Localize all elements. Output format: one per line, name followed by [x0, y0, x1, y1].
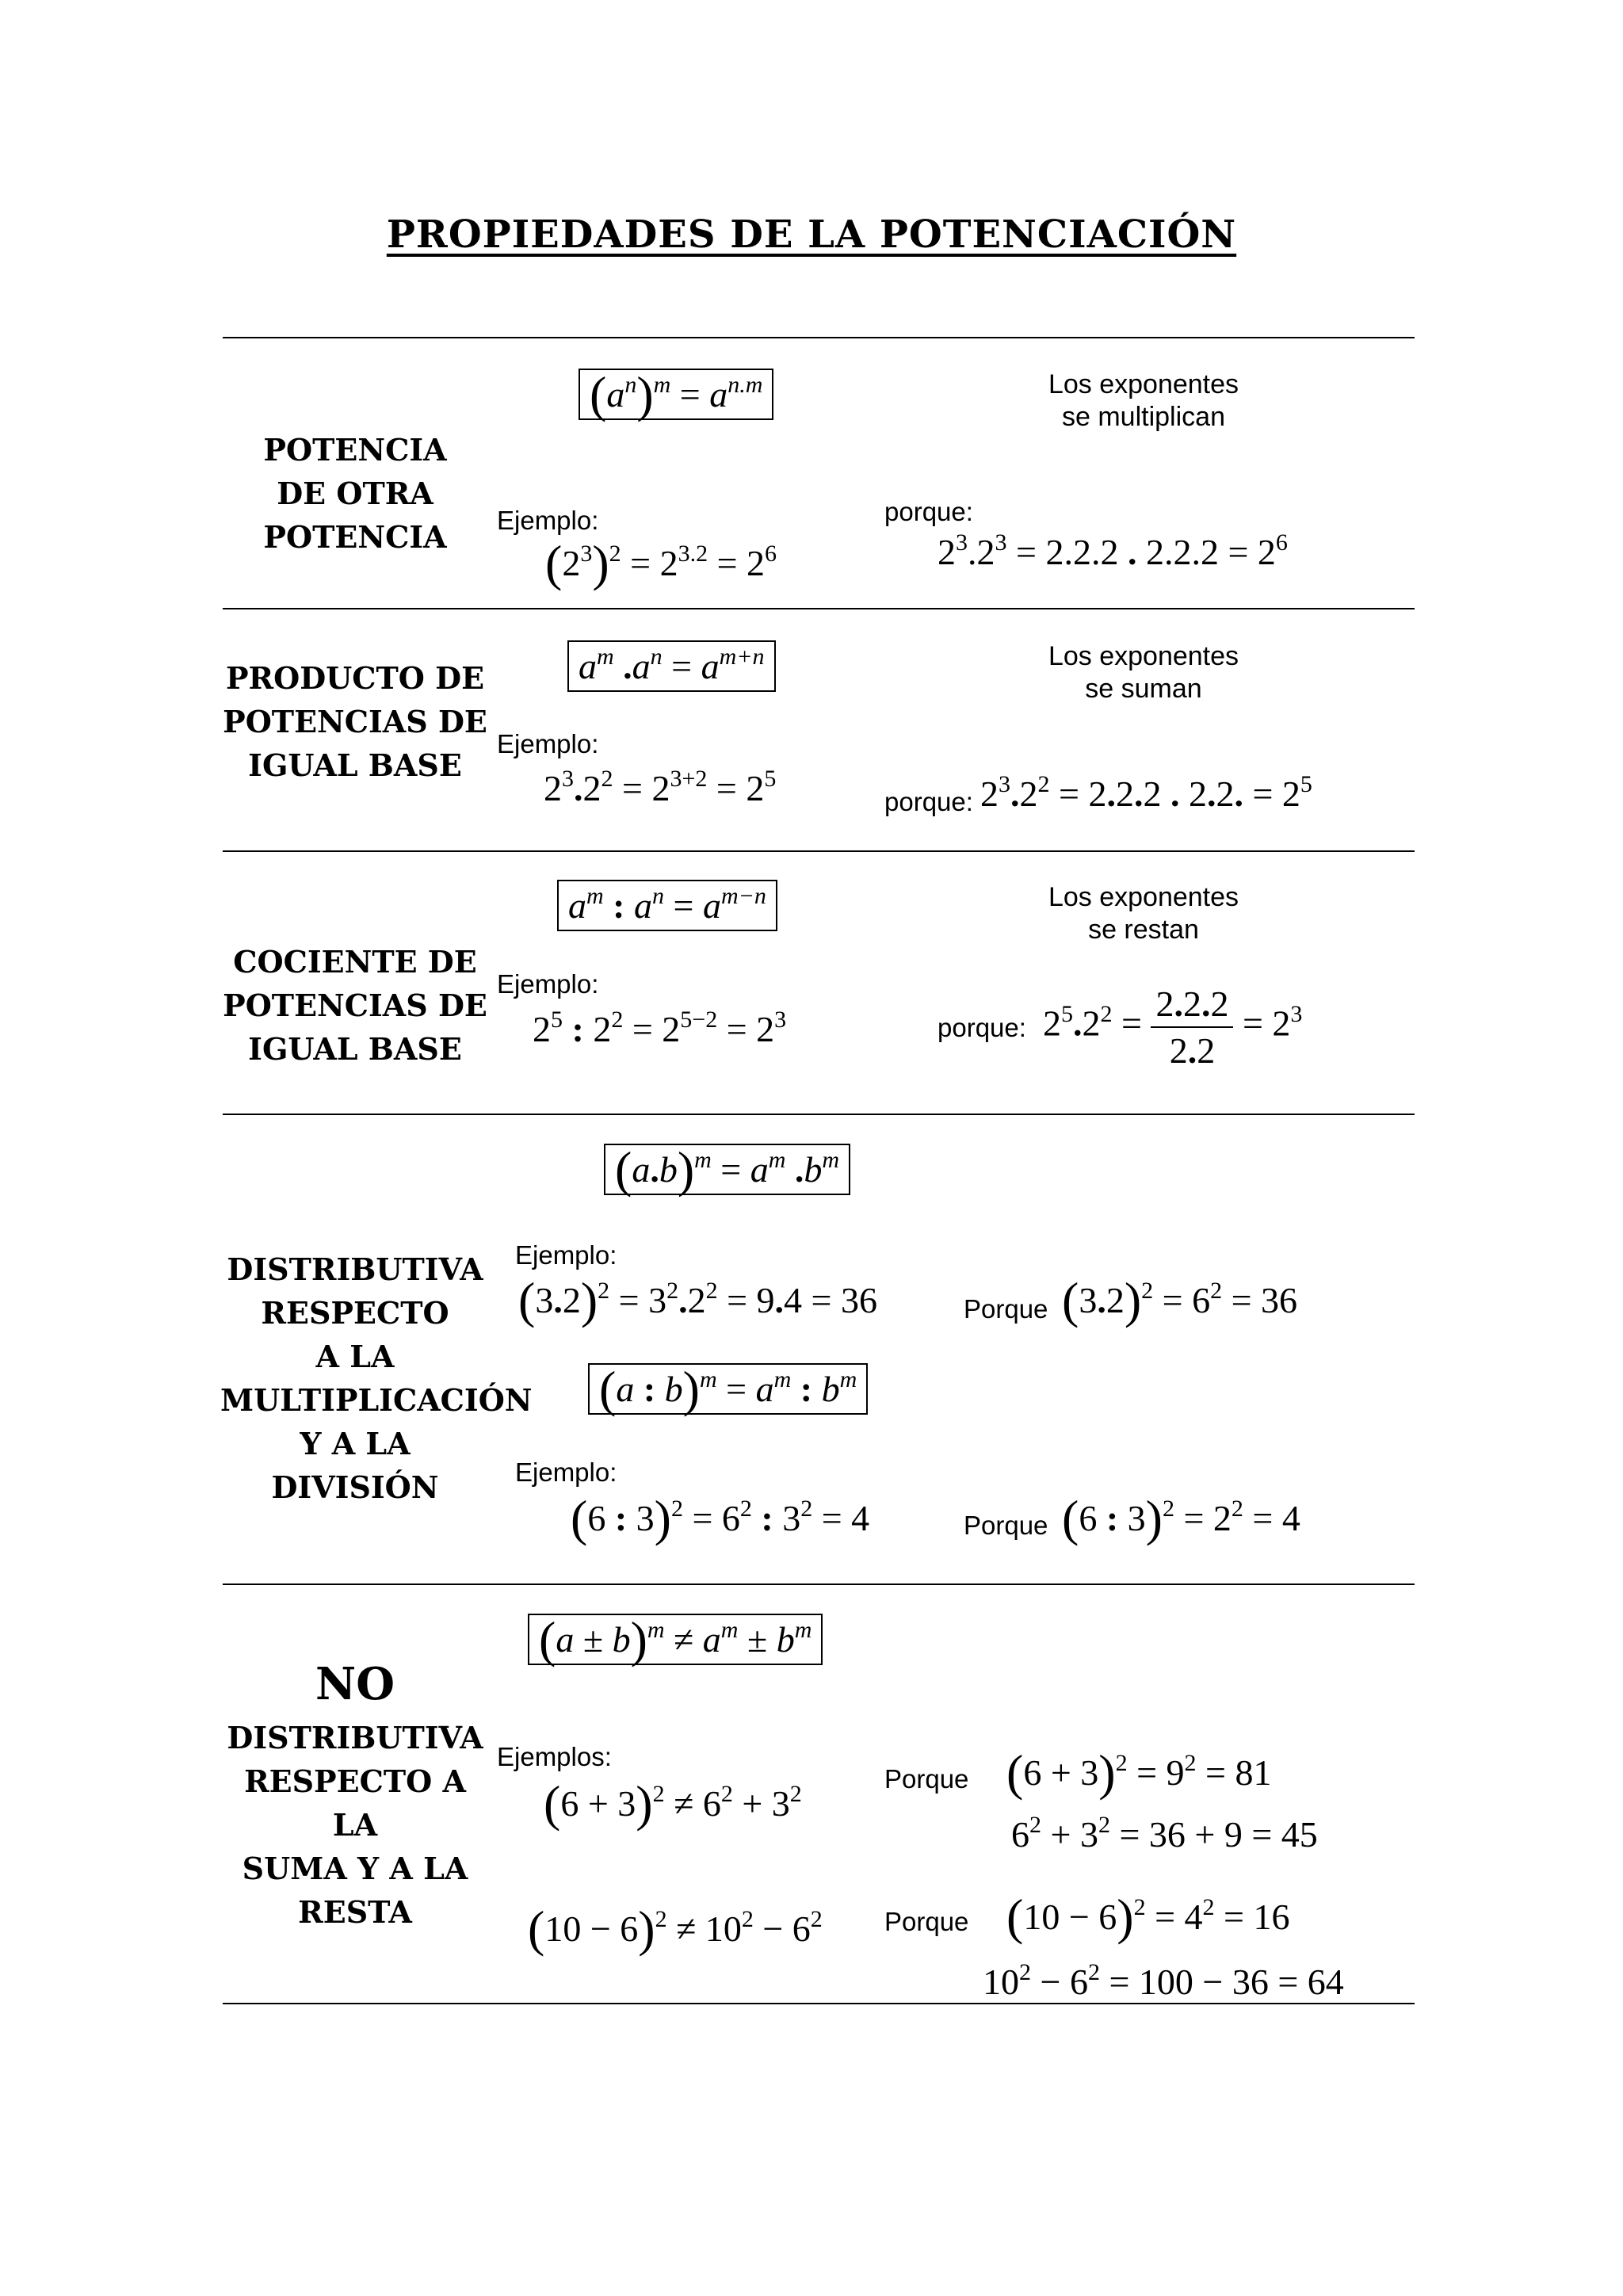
explanation-distributive-product: $(3.2)^2 = 6^2 = 36$ — [1062, 1272, 1298, 1328]
example-non-distributive-sum: $(6 + 3)^2 \ne 6^2 + 3^2$ — [544, 1775, 802, 1832]
rule-note: Los exponentes se restan — [1048, 882, 1239, 945]
example-label: Ejemplos: — [497, 1742, 612, 1771]
example-distributive-division: (6 : $3)^2 = 6^2$ : $3^2 = 4$ — [571, 1490, 870, 1546]
explanation-non-distributive-sum-2: $6^2 + 3^2 = 36 + 9 = 45$ — [1011, 1812, 1318, 1855]
because-label: Porque — [964, 1294, 1048, 1324]
row-label-product: PRODUCTO DE POTENCIAS DE IGUAL BASE — [223, 660, 487, 783]
rule-note: Los exponentes se suman — [1048, 641, 1239, 704]
formula-product: $a^m$ $.a^n = a^{m+n}$ — [567, 640, 776, 692]
formula-quotient: $a^m$ : $a^n = a^{m-n}$ — [557, 880, 777, 931]
formula-distributive-product: $(a.b)^m = a^m$ $.b^m$ — [604, 1144, 850, 1195]
formula-non-distributive: $(a \pm b)^m \ne a^m \pm b^m$ — [528, 1614, 823, 1665]
example-quotient: $2^5$ : $2^2 = 2^{5-2} = 2^3$ — [533, 1007, 787, 1049]
explanation-non-distributive-sum-1: $(6 + 3)^2 = 9^2 = 81$ — [1006, 1744, 1272, 1801]
divider — [223, 850, 1415, 852]
explanation-non-distributive-difference-1: $(10 - 6)^2 = 4^2 = 16$ — [1006, 1889, 1290, 1945]
because-label: Porque — [884, 1907, 969, 1936]
row-label-non-distributive: NO DISTRIBUTIVA RESPECTO A LA SUMA Y A LA RESTA — [227, 1658, 483, 1930]
because-label: porque: — [938, 1013, 1026, 1042]
example-label: Ejemplo: — [515, 1240, 617, 1270]
example-label: Ejemplo: — [497, 506, 599, 535]
example-label: Ejemplo: — [497, 969, 599, 999]
because-label: porque: — [884, 497, 973, 526]
explanation-non-distributive-difference-2: $10^2 - 6^2 = 100 - 36 = 64$ — [983, 1959, 1344, 2002]
row-label-quotient: COCIENTE DE POTENCIAS DE IGUAL BASE — [223, 944, 487, 1067]
explanation-power-of-power: $2^3.2^3 = 2.2.2$ . $2.2.2 = 2^6$ — [938, 529, 1288, 572]
explanation-product: $2^3.2^2 = 2.2.2$ . 2.2. = $2^5$ — [980, 771, 1312, 814]
because-label: Porque — [884, 1764, 969, 1794]
formula-power-of-power: $(a^n)^m = a^{n.m}$ — [579, 369, 773, 420]
divider — [223, 337, 1415, 338]
explanation-distributive-division: (6 : $3)^2 = 2^2 = 4$ — [1062, 1490, 1300, 1546]
rule-note: Los exponentes se multiplican — [1048, 369, 1239, 432]
because-label: Porque — [964, 1511, 1048, 1540]
divider — [223, 2003, 1415, 2004]
divider — [223, 608, 1415, 609]
because-label: porque: — [884, 787, 973, 816]
divider — [223, 1114, 1415, 1115]
example-distributive-product: $(3.2)^2 = 3^2.2^2 = 9.4 = 36$ — [518, 1272, 877, 1328]
divider — [223, 1584, 1415, 1585]
example-label: Ejemplo: — [497, 729, 599, 758]
explanation-quotient: $2^5.2^2$ = $\frac{2.2.2}{2.2}$ = $2^3$ — [1043, 984, 1303, 1071]
example-non-distributive-difference: $(10 - 6)^2 \ne 10^2 - 6^2$ — [528, 1901, 823, 1957]
example-power-of-power: $(2^3)^2 = 2^{3.2} = 2^6$ — [545, 535, 777, 591]
row-label-distributive: DISTRIBUTIVA RESPECTO A LA MULTIPLICACIÓN Y A LA DIVISIÓN — [220, 1251, 533, 1505]
row-label-power-of-power: POTENCIA DE OTRA POTENCIA — [263, 432, 447, 555]
example-label: Ejemplo: — [515, 1457, 617, 1487]
page-title: PROPIEDADES DE LA POTENCIACIÓN — [386, 212, 1237, 257]
formula-distributive-division: (a : $b)^m = a^m$ : $b^m$ — [588, 1363, 868, 1415]
example-product: $2^3.2^2 = 2^{3+2} = 2^5$ — [544, 766, 777, 808]
